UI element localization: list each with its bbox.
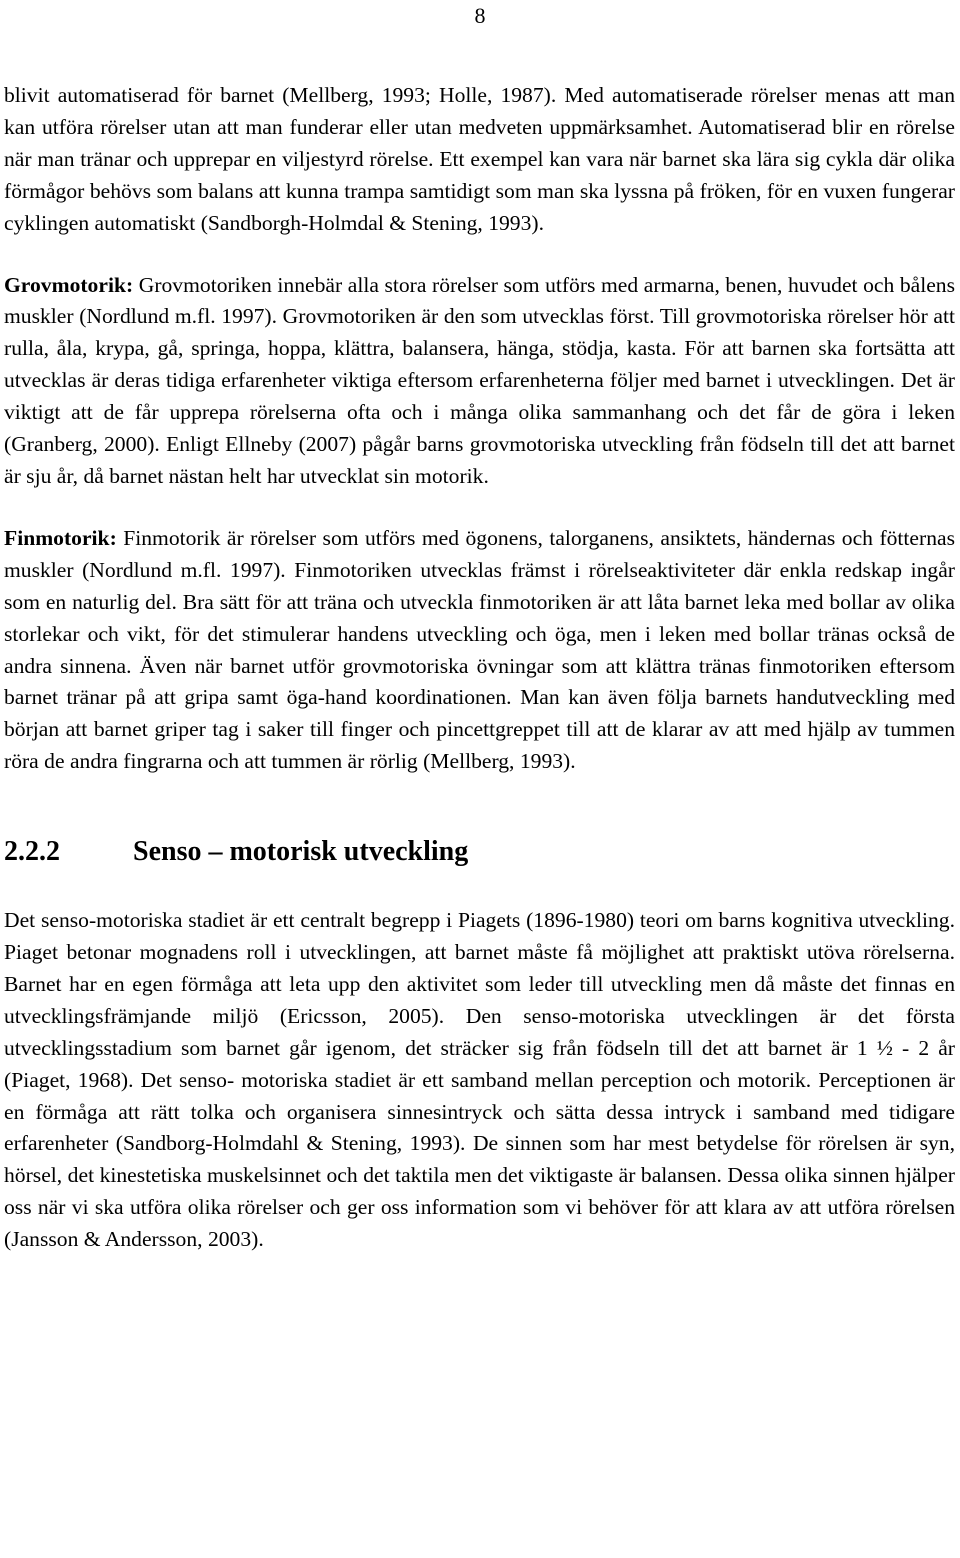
paragraph-grovmotorik xyxy=(4,270,955,493)
paragraph-finmotorik xyxy=(4,523,955,778)
paragraph-grovmotorik-text: Grovmotoriken innebär alla stora rörelser som utförs med armarna, benen, huvudet och bålens muskler (Nordlund m.fl. 1997). Grovmotoriken är den som utvecklas först. Till grovmotoriska rörelser hör att rulla, åla, krypa, gå, springa, hoppa, klättra, balansera, hänga, stödja, kasta. För att barnen ska fortsätta att utvecklas är deras tidiga erfarenheter viktiga eftersom erfarenheterna följer med barnet i utvecklingen. Det är viktigt att de får upprepa rörelserna ofta och i många olika sammanhang och det får de göra i leken (Granberg, 2000). Enligt Ellneby (2007) pågår barns grovmotoriska utveckling från födseln till det att barnet är sju år, då barnet nästan helt har utvecklat sin motorik. xyxy=(4,272,955,488)
document-body xyxy=(4,80,955,1256)
term-grovmotorik: Grovmotorik: xyxy=(4,272,134,297)
section-number: 2.2.2 xyxy=(4,836,60,868)
term-finmotorik: Finmotorik: xyxy=(4,525,117,550)
page-number: 8 xyxy=(474,3,486,28)
paragraph-finmotorik-text: Finmotorik är rörelser som utförs med ögonens, talorganens, ansiktets, händernas och fötternas muskler (Nordlund m.fl. 1997). Finmotoriken utvecklas främst i rörelseaktiviteter där enkla redskap ingår som en naturlig del. Bra sätt för att träna och utveckla finmotoriken är att låta barnet leka med bollar av olika storlekar och vikt, för det stimulerar handens utveckling och öga, men i leken med bollar tränas också de andra sinnena. Även när barnet utför grovmotoriska övningar som att klättra tränas finmotoriken eftersom barnet tränar på att gripa samt öga-hand koordinationen. Man kan även följa barnets handutveckling med början att barnet griper tag i saker till finger och pincettgreppet till att de klarar av att med hjälp av tummen röra de andra fingrarna och att tummen är rörlig (Mellberg, 1993). xyxy=(4,525,955,774)
paragraph-automatisering: blivit automatiserad för barnet (Mellberg, 1993; Holle, 1987). Med automatiserade rörelser menas att man kan utföra rörelser utan att man funderar eller utan medveten uppmärksamhet. Automatiserad blir en rörelse när man tränar och upprepar en viljestyrd rörelse. Ett exempel kan vara när barnet ska lära sig cykla där olika förmågor behövs som balans att kunna trampa samtidigt som man ska lyssna på fröken, för en vuxen fungerar cyklingen automatiskt (Sandborgh-Holmdal & Stening, 1993). xyxy=(4,83,955,235)
section-heading xyxy=(4,834,955,870)
section-title: Senso – motorisk utveckling xyxy=(133,836,469,868)
paragraph-senso-motorisk: Det senso-motoriska stadiet är ett centralt begrepp i Piagets (1896-1980) teori om barns kognitiva utveckling. Piaget betonar mognadens roll i utvecklingen, att barnet måste få möjlighet att praktiskt utöva rörelserna. Barnet har en egen förmåga att leta upp den aktivitet som leder till utveckling men då måste det finnas en utvecklingsfrämjande miljö (Ericsson, 2005). Den senso-motoriska utvecklingen är det första utvecklingsstadium som barnet går igenom, det sträcker sig från födseln till det att barnet är 1 ½ - 2 år (Piaget, 1968). Det senso- motoriska stadiet är ett samband mellan perception och motorik. Perceptionen är en förmåga att rätt tolka och organisera sinnesintryck och sätta dessa intryck i samband med tidigare erfarenheter (Sandborg-Holmdahl & Stening, 1993). De sinnen som har mest betydelse för rörelsen är syn, hörsel, det kinestetiska muskelsinnet och det taktila men det viktigaste är balansen. Dessa olika sinnen hjälper oss när vi ska utföra olika rörelser och ger oss information som vi behöver för att klara av att utföra rörelsen (Jansson & Andersson, 2003). xyxy=(4,908,955,1252)
